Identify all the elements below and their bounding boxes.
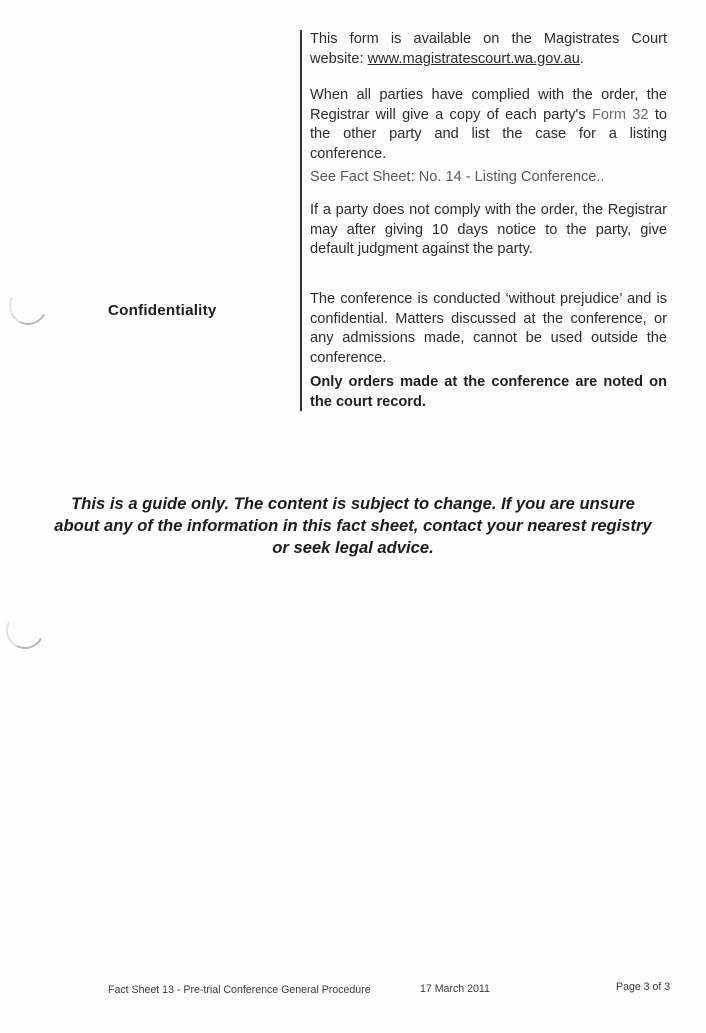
paragraph-see-fact-sheet: See Fact Sheet: No. 14 - Listing Conference.. xyxy=(310,169,605,185)
footer-page-number: Page 3 of 3 xyxy=(616,981,671,993)
paragraph-text: to the other party and list the case for a listing conference. xyxy=(310,106,668,162)
footer-date: 17 March 2011 xyxy=(420,983,490,995)
paragraph-confidentiality: The conference is conducted ‘without prejudice’ and is confidential. Matters discussed at the conference, or any admissions made, cannot be used outside the conference. xyxy=(310,291,667,366)
guide-disclaimer-note: This is a guide only. The content is subject to change. If you are unsure about any of the information in this fact sheet, contact your nearest registry or seek legal advice. xyxy=(54,493,652,557)
confidentiality-heading: Confidentiality xyxy=(108,301,217,319)
paragraph-compliance xyxy=(310,86,667,164)
punch-hole-shadow-bottom xyxy=(1,606,49,654)
footer-document-title: Fact Sheet 13 - Pre-trial Conference General Procedure xyxy=(108,984,371,996)
column-divider-line xyxy=(300,30,302,411)
paragraph-text: This form is available on the Magistrates Court website: xyxy=(310,31,667,67)
paragraph-non-compliance: If a party does not comply with the order, the Registrar may after giving 10 days notice to the party, give default judgment against the party. xyxy=(310,202,667,257)
paragraph-orders-noted: Only orders made at the conference are noted on the court record. xyxy=(310,374,667,410)
paragraph-form-availability xyxy=(310,30,667,69)
website-url-text: www.magistratescourt.wa.gov.au xyxy=(367,50,580,67)
paragraph-text: . xyxy=(579,50,584,67)
punch-hole-shadow-top xyxy=(4,282,52,330)
paragraph-text: When all parties have complied with the order, the Registrar will give a copy of each party's xyxy=(310,87,667,123)
form-32-reference: Form 32 xyxy=(591,106,649,123)
